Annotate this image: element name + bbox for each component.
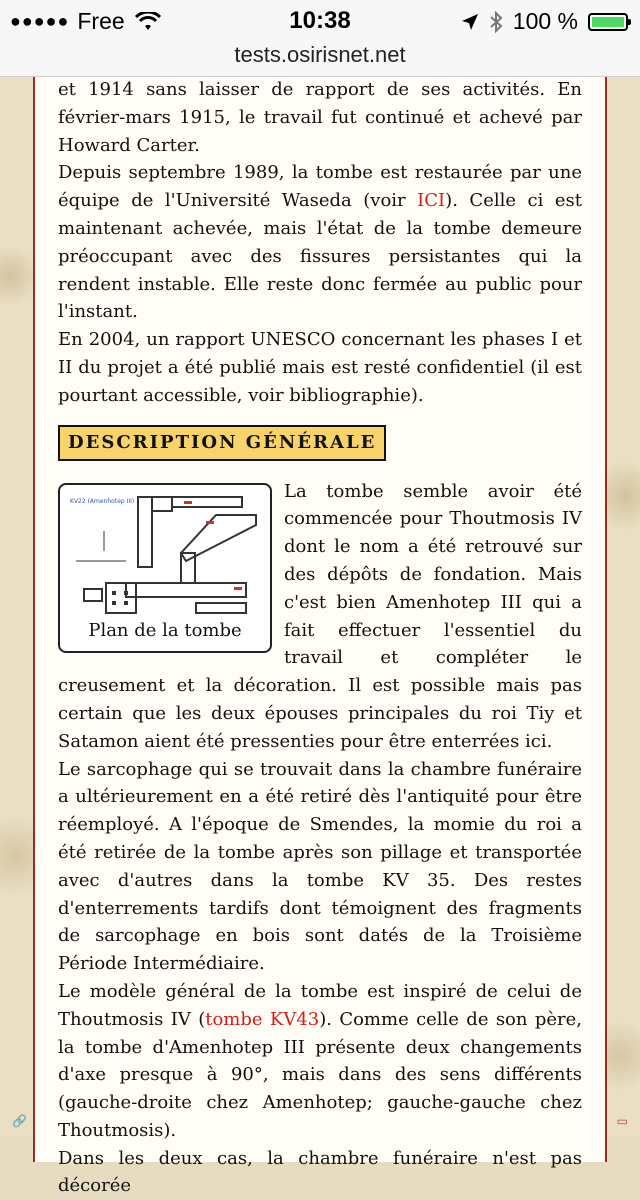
tomb-plan-image [66,491,264,619]
paragraph-1-text-after: ). Celle ci est maintenant achevée, mais l'état de la tombe demeure préoccupant avec des fissures persistantes qui la rendent instable. Elle reste donc fermée au public pour l'instant. [58,190,582,323]
bluetooth-icon [489,11,503,33]
tomb-plan-label: KV22 (Amenhotep III) [70,497,135,505]
paragraph-5 [58,978,582,1145]
tomb-plan-figure[interactable] [58,483,272,653]
paragraph-0: et 1914 sans laisser de rapport de ses activités. En février-mars 1915, le travail fut continué et achevé par Howard Carter. [58,79,582,156]
figure-caption: Plan de la tombe [88,619,242,641]
battery-icon [588,13,628,31]
kv43-link[interactable]: tombe KV43 [205,1008,320,1030]
clock: 10:38 [289,7,351,34]
map-icon[interactable]: ▭ [616,1114,628,1128]
paragraph-4: Le sarcophage qui se trouvait dans la chambre funéraire a ultérieurement en a été retiré dès l'antiquité pour être réemployé. A l'époque de Smendes, la momie du roi a été retirée de la tombe après son pillage et transportée avec d'autres dans la tombe KV 35. Des restes d'enterrements tardifs dont témoignent des fragments de sarcophage en bois sont datés de la Troisième Période Intermédiaire. [58,758,582,975]
signal-dots-icon: ●●●●● [10,11,70,31]
paragraph-1-text: Depuis septembre 1989, la tombe est restaurée par une équipe de l'Université Waseda (voir [58,162,582,212]
article-content [58,62,582,1200]
paragraph-6: Dans les deux cas, la chambre funéraire n'est pas décorée [58,1147,582,1197]
paragraph-3: La tombe semble avoir été commencée pour Thoutmosis IV dont le nom a été retrouvé sur des dépôts de fondation. Mais c'est bien Amenhotep III qui a fait effectuer l'essentiel du travail et compléter le creusement et la décoration. Il est possible mais pas certain que les deux épouses principales du roi Tiy et Satamon aient été pressenties pour être enterrées ici. [58,480,582,752]
carrier-label: Free [77,8,125,34]
paragraph-5-text: Le modèle général de la tombe est inspiré de celui de Thoutmosis IV ( [58,980,582,1030]
location-arrow-icon [461,13,479,31]
paragraph-1 [58,159,582,326]
link-icon[interactable]: 🔗 [12,1114,27,1128]
url-text: tests.osirisnet.net [234,42,406,67]
paragraph-2: En 2004, un rapport UNESCO concernant les phases I et II du projet a été publié mais est resté confidentiel (il est pourtant accessible, voir bibliographie). [58,329,582,406]
paragraph-5-text-after: ). Comme celle de son père, la tombe d'Amenhotep III présente deux changements d'axe presque à 90°, mais dans des sens différents (gauche-droite chez Amenhotep; gauche-gauche chez Thoutmosis). [58,1008,582,1141]
url-bar[interactable] [0,40,640,77]
battery-percent: 100 % [512,8,578,34]
status-bar [0,0,640,40]
section-title-description: DESCRIPTION GÉNÉRALE [58,425,386,461]
ici-link[interactable]: ICI [417,190,446,212]
